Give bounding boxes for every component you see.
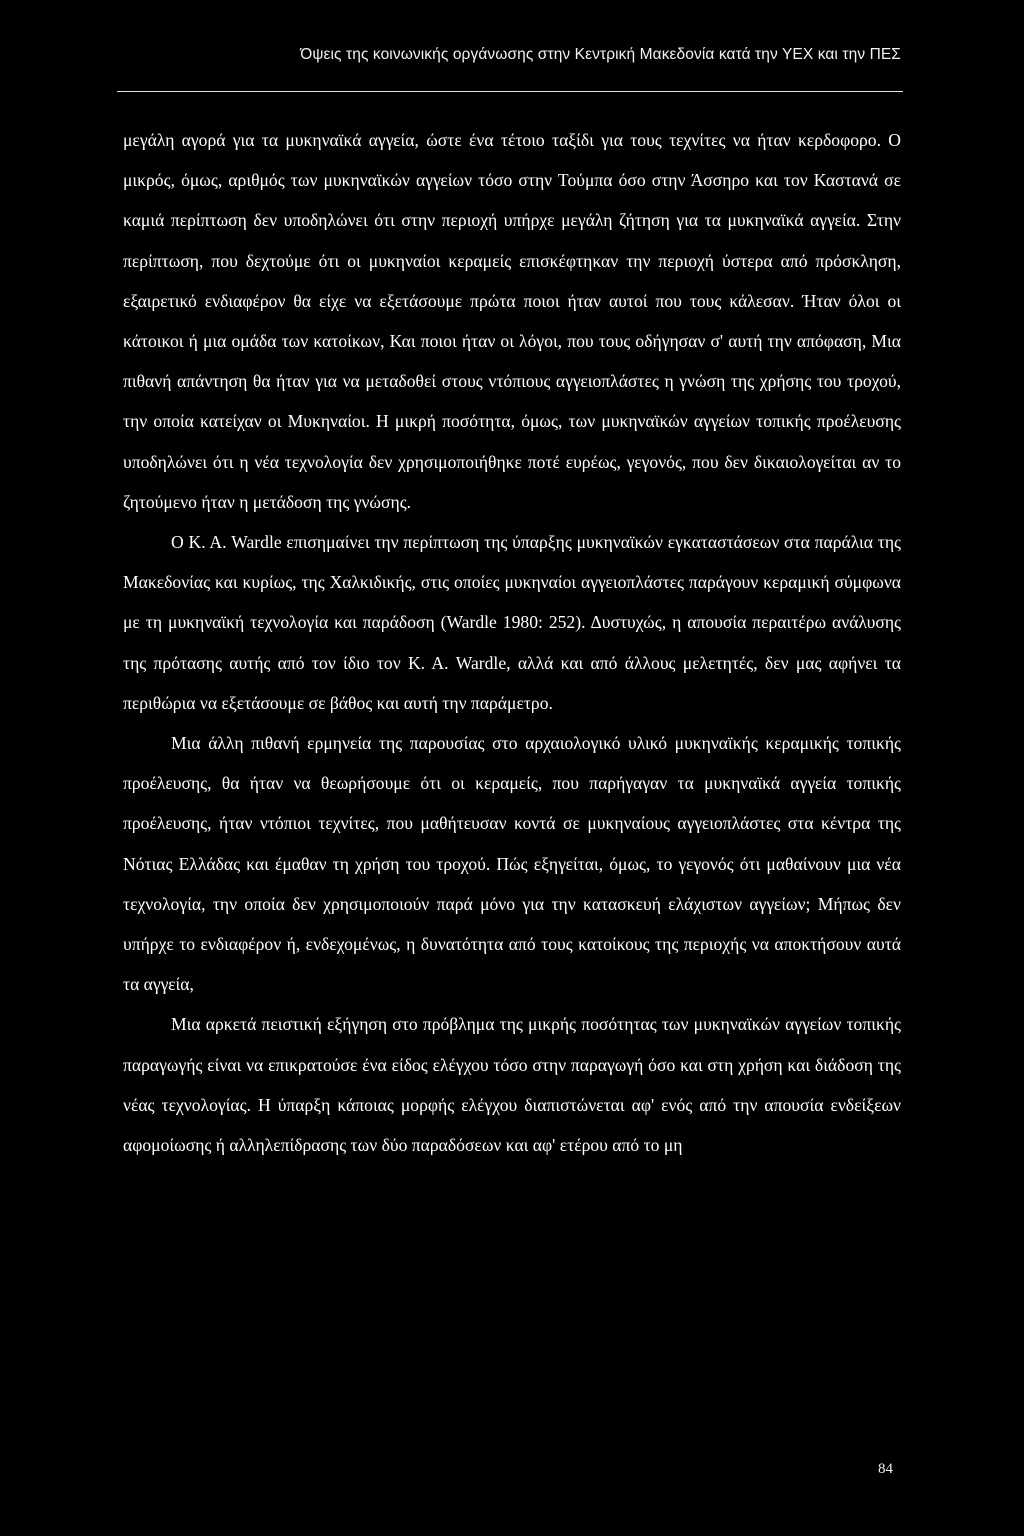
page-number: 84 [878,1461,893,1477]
running-header: Όψεις της κοινωνικής οργάνωσης στην Κεντρική Μακεδονία κατά την ΥΕΧ και την ΠΕΣ [300,46,901,63]
paragraph-1: μεγάλη αγορά για τα μυκηναϊκά αγγεία, ώστε ένα τέτοιο ταξίδι για τους τεχνίτες να ήταν κερδοφορο. Ο μικρός, όμως, αριθμός των μυκηναϊκών αγγείων τόσο στην Τούμπα όσο στην Άσσηρο και τον Καστανά σε καμιά περίπτωση δεν υποδηλώνει ότι στην περιοχή υπήρχε μεγάλη ζήτηση για τα μυκηναϊκά αγγεία. Στην περίπτωση, που δεχτούμε ότι οι μυκηναίοι κεραμείς επισκέφτηκαν την περιοχή ύστερα από πρόσκληση, εξαιρετικό ενδιαφέρον θα είχε να εξετάσουμε πρώτα ποιοι ήταν αυτοί που τους κάλεσαν. Ήταν όλοι οι κάτοικοι ή μια ομάδα των κατοίκων, Και ποιοι ήταν οι λόγοι, που τους οδήγησαν σ' αυτή την απόφαση, Μια πιθανή απάντηση θα ήταν για να μεταδοθεί στους ντόπιους αγγειοπλάστες η γνώση της χρήσης του τροχού, την οποία κατείχαν οι Μυκηναίοι. Η μικρή ποσότητα, όμως, των μυκηναϊκών αγγείων τοπικής προέλευσης υποδηλώνει ότι η νέα τεχνολογία δεν χρησιμοποιήθηκε ποτέ ευρέως, γεγονός, που δεν δικαιολογείται αν το ζητούμενο ήταν η μετάδοση της γνώσης. [123,130,901,512]
paragraph-4: Μια αρκετά πειστική εξήγηση στο πρόβλημα της μικρής ποσότητας των μυκηναϊκών αγγείων τοπικής παραγωγής είναι να επικρατούσε ένα είδος ελέγχου τόσο στην παραγωγή όσο και στη χρήση και διάδοση της νέας τεχνολογίας. Η ύπαρξη κάποιας μορφής ελέγχου διαπιστώνεται αφ' ενός από την απουσία ενδείξεων αφομοίωσης ή αλληλεπίδρασης των δύο παραδόσεων και αφ' ετέρου από το μη [123,1014,901,1156]
header-rule [117,91,903,92]
paragraph-3: Μια άλλη πιθανή ερμηνεία της παρουσίας στο αρχαιολογικό υλικό μυκηναϊκής κεραμικής τοπικής προέλευσης, θα ήταν να θεωρήσουμε ότι οι κεραμείς, που παρήγαγαν τα μυκηναϊκά αγγεία τοπικής προέλευσης, ήταν ντόπιοι τεχνίτες, που μαθήτευσαν κοντά σε μυκηναίους αγγειοπλάστες στα κέντρα της Νότιας Ελλάδας και έμαθαν τη χρήση του τροχού. Πώς εξηγείται, όμως, το γεγονός ότι μαθαίνουν μια νέα τεχνολογία, την οποία δεν χρησιμοποιούν παρά μόνο για την κατασκευή ελάχιστων αγγείων; Μήπως δεν υπήρχε το ενδιαφέρον ή, ενδεχομένως, η δυνατότητα από τους κατοίκους της περιοχής να αποκτήσουν αυτά τα αγγεία, [123,733,901,995]
paragraph-2: Ο Κ. Α. Wardle επισημαίνει την περίπτωση της ύπαρξης μυκηναϊκών εγκαταστάσεων στα παράλια της Μακεδονίας και κυρίως, της Χαλκιδικής, στις οποίες μυκηναίοι αγγειοπλάστες παράγουν κεραμική σύμφωνα με τη μυκηναϊκή τεχνολογία και παράδοση (Wardle 1980: 252). Δυστυχώς, η απουσία περαιτέρω ανάλυσης της πρότασης αυτής από τον ίδιο τον Κ. Α. Wardle, αλλά και από άλλους μελετητές, δεν μας αφήνει τα περιθώρια να εξετάσουμε σε βάθος και αυτή την παράμετρο. [123,532,901,713]
body-text [123,120,901,1165]
